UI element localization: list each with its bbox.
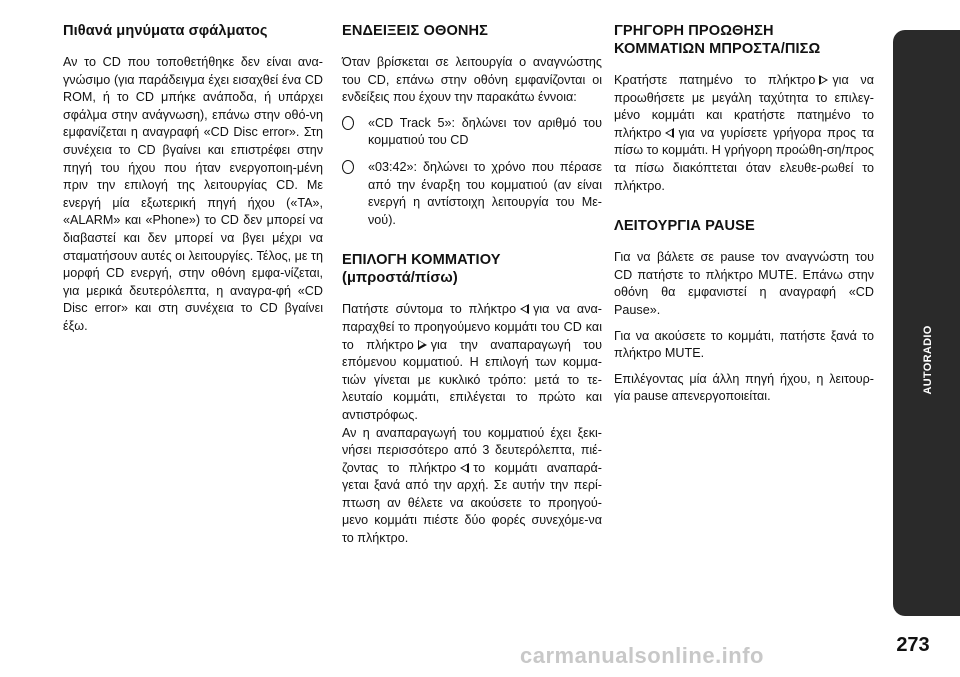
paragraph-error-messages: Αν το CD που τοποθετήθηκε δεν είναι ανα-γνώσιμο (για παράδειγμα έχει εισαχθεί ένα CD ROM, ή το CD μπήκε ανάποδα, ή υπάρχει σφάλμα στην ανάγνωση), επάνω στην οθό-νη εμφανίζεται η αναγραφή «CD Disc error». Στη συνέχεια το CD βγαίνει και επιστρέφει στην πηγή του ήχου που ήταν ενεργοποιη-μένη πριν την επιλογή της λειτουργίας CD. Με ενεργή μία εξωτερική πηγή ήχου («TA», «ALARM» και «Phone») το CD δεν μπορεί να διαβαστεί και δεν μπορεί να βγει μέχρι να σταματήσουν αυτές οι λειτουργίες. Τέλος, με τη μορφή CD ενεργή, στην οθόνη εμφα-νίζεται, για μερικά δευτερόλεπτα, η αναγρα-φή «CD Disc error» και στη συνέχεια το CD βγαίνει έξω.	[63, 55, 324, 333]
list-item	[342, 159, 602, 229]
triangle-left-outline-icon	[665, 128, 674, 138]
heading-line: ΕΠΙΛΟΓΗ ΚΟΜΜΑΤΙΟΥ	[342, 252, 501, 269]
circle-bullet-icon	[342, 160, 354, 174]
section-heading-error-messages: Πιθανά μηνύματα σφάλματος	[63, 23, 268, 39]
paragraph-pause-2: Για να ακούσετε το κομμάτι, πατήστε ξανά το πλήκτρο MUTE.	[614, 328, 874, 361]
text-run: για να προωθήσετε με μεγάλη ταχύτητα το επιλεγ-μένο κομμάτι και κρατήστε πατημένο το πλήκτρο	[614, 73, 874, 140]
heading-line: ΓΡΗΓΟΡΗ ΠΡΟΩΘΗΣΗ	[614, 23, 774, 39]
triangle-left-outline-icon	[520, 304, 529, 314]
triangle-left-outline-icon	[460, 463, 469, 473]
text-run: για να γυρίσετε γρήγορα προς τα πίσω το κομμάτι. Η γρήγορη προώθη-ση/προς τα πίσω διακόπτεται όταν ελευθε-ρωθεί το πλήκτρο.	[614, 125, 874, 193]
circle-bullet-icon	[342, 116, 354, 130]
page-number: 273	[896, 634, 930, 656]
column-right	[614, 22, 874, 414]
paragraph-pause-1: Για να βάλετε σε pause τον αναγνώστη του CD πατήστε το πλήκτρο MUTE. Επάνω στην οθόνη θα εμφανιστεί η αναγραφή «CD Pause».	[614, 250, 874, 317]
triangle-right-outline-icon	[418, 340, 427, 350]
text-run: Αν η αναπαραγωγή του κομματιού έχει ξεκι-νήσει περισσότερο από 3 δευτερόλεπτα, πιέ-ζοντας το πλήκτρο	[342, 425, 602, 475]
heading-line: (μπροστά/πίσω)	[342, 270, 458, 287]
list-item-text: «03:42»: δηλώνει το χρόνο που πέρασε από την έναρξη του κομματιού (αν είναι ενεργή η αντίστοιχη λειτουργία του Με-νού).	[368, 159, 602, 227]
column-middle	[342, 22, 602, 556]
section-heading-track-selection	[342, 251, 602, 287]
side-tab-label	[918, 300, 938, 420]
list-item	[342, 115, 602, 150]
paragraph-pause-3: Επιλέγοντας μία άλλη πηγή ήχου, η λειτουρ-γία pause απενεργοποιείται.	[614, 371, 874, 404]
side-tab-label-text: AUTORADIO	[922, 325, 934, 395]
paragraph-display-intro: Όταν βρίσκεται σε λειτουργία ο αναγνώστης του CD, επάνω στην οθόνη εμφανίζονται οι ενδείξεις που έχουν την παρακάτω έννοια:	[342, 55, 602, 105]
text-run: το κομμάτι αναπαρά-γεται ξανά από την αρχή. Σε αυτήν την περί-πτωση αν θέλετε να ακούσετε το προηγού-μενο κομμάτι πιέστε δύο φορές συνεχόμε-να το πλήκτρο.	[342, 460, 602, 546]
watermark: carmanualsonline.info	[520, 643, 764, 668]
text-run: για την αναπαραγωγή του επόμενου κομματιού. Η επιλογή των κομμα-τιών γίνεται με κυκλικό τρόπο: μετά το τε-λευταίο κομμάτι, επιλέγεται το πρώτο και αντιστρόφως.	[342, 337, 602, 422]
text-run: για να ανα-παραχθεί το προηγούμενο κομμάτι του CD και το πλήκτρο	[342, 302, 602, 352]
paragraph-track-selection	[342, 301, 602, 547]
column-left	[63, 22, 323, 344]
indications-list	[342, 115, 602, 230]
list-item-text: «CD Track 5»: δηλώνει τον αριθμό του κομματιού του CD	[368, 115, 602, 148]
section-heading-display-indications: ΕΝΔΕΙΞΕΙΣ ΟΘΟΝΗΣ	[342, 23, 489, 39]
triangle-right-outline-icon	[819, 75, 828, 85]
section-heading-pause: ΛΕΙΤΟΥΡΓΙΑ PAUSE	[614, 218, 755, 235]
heading-line: ΚΟΜΜΑΤΙΩΝ ΜΠΡΟΣΤΑ/ΠΙΣΩ	[614, 41, 821, 57]
section-heading-fast-forward	[614, 22, 874, 58]
paragraph-fast-forward	[614, 72, 874, 195]
text-run: Κρατήστε πατημένο το πλήκτρο	[614, 73, 816, 87]
text-run: Πατήστε σύντομα το πλήκτρο	[342, 302, 517, 317]
